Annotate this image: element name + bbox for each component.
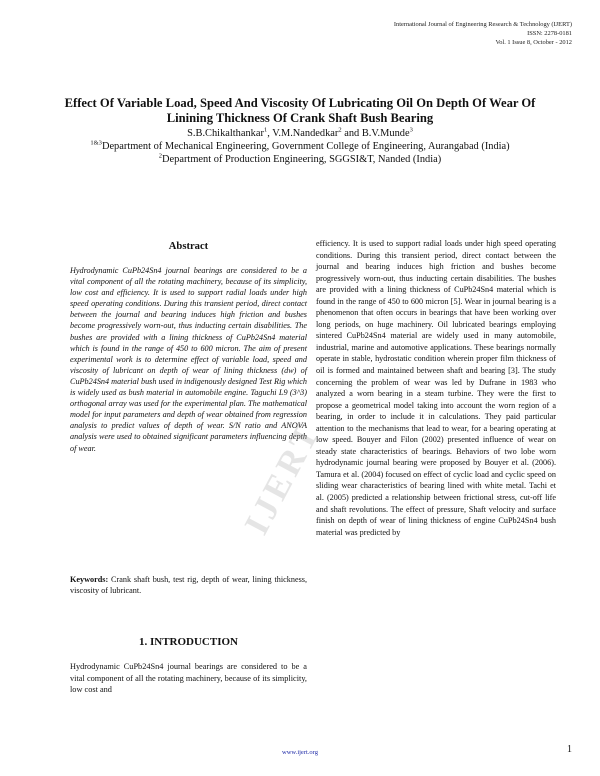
journal-header [394, 20, 572, 47]
keywords-label: Keywords: [70, 575, 109, 584]
author-2: V.M.Nandedkar [272, 128, 339, 139]
author-2-sup: 2 [338, 126, 342, 134]
affiliation-1 [30, 140, 570, 153]
affiliation-2-text: Department of Production Engineering, SGGSI&T, Nanded (India) [162, 154, 442, 165]
right-column-body: efficiency. It is used to support radial loads under high speed operating conditions. During this transient period, direct contact between the journal and bearing induces high friction and bushes become progressively worn-out, thus inducting certain disabilities. The bushes are provided with a lining thickness of CuPb24Sn4 material which is found in the range of 450 to 600 micron [5]. Wear in journal bearing is a phenomenon that often occurs in bearings that have been working over long periods, on huge machinery. Oil lubricated bearings employing sintered CuPb24Sn4 material are widely used in many automobile, industrial, marine and automotive applications. These bearings normally operate in stable, hydrostatic condition wherein proper film thickness of oil is formed and maintained between shaft and bearing [3]. The study concerning the problem of wear was led by Dufrane in 1983 who analyzed a worn bearing in a steam turbine. They were the first to propose a geometrical model taking into account the worn region of a bearing, in order to include it in calculations. They paid particular attention to the mechanisms that lead to wear, for a bearing operating at low speed. Bouyer and Filon (2002) presented influence of wear on steady state characteristics of bearings. Behaviors of two lobe worn hydrodynamic journal bearing were proposed by Bouyer et al. (2006). Tamura et al. (2004) focused on effect of cyclic load and cyclic speed on sliding wear characteristics of bearing lined with white metal. Tachi et al. (2005) predicted a relationship between frictional stress, cut-off life and shaft revolutions. The effect of pressure, Shaft velocity and surface finish on depth of wear of lining thickness of engine CuPb24Sn4 bush material was predicted by [316, 239, 556, 537]
journal-issn: ISSN: 2278-0181 [527, 30, 572, 37]
abstract-body: Hydrodynamic CuPb24Sn4 journal bearings are considered to be a vital component of all the rotating machinery, because of its simplicity, low cost and efficiency. It is used to support radial loads under high speed operating conditions. During this transient period, direct contact between the journal and bearing induces high friction and bushes become progressively worn-out, thus inducting certain disabilities. The bushes are provided with a lining thickness of CuPb24Sn4 material which is found in the range of 450 to 600 micron. The aim of present experimental work is to determine effect of variable load, speed and viscosity of lubricant on depth of wear of lining thickness (dw) of CuPb24Sn4 material bush used in indigenously designed Test Rig which is widely used as bush material in automobile engine. Taguchi L9 (3^3) orthogonal array was used for the experimental plan. The mathematical model for input parameters and depth of wear obtained from regression analysis to predict values of depth of wear. S/N ratio and ANOVA analysis were used to obtained significant parameters influencing depth of wear. [70, 266, 307, 453]
paper-title: Effect Of Variable Load, Speed And Viscosity Of Lubricating Oil On Depth Of Wear Of Linining Thickness Of Crank Shaft Bush Bearing [64, 96, 536, 125]
affiliation-2 [30, 153, 570, 166]
introduction-heading: 1. INTRODUCTION [138, 636, 238, 648]
introduction-body: Hydrodynamic CuPb24Sn4 journal bearings are considered to be a vital component of all the rotating machinery, because of its simplicity, low cost and [70, 662, 307, 695]
watermark: IJERT [236, 414, 329, 541]
author-line: S.B.Chikalthankar$^1$, V.M.Nandedkar$^2$ and B.V.Munde$^3$ [187, 126, 413, 139]
author-1-sup: 1 [263, 126, 268, 134]
journal-name: International Journal of Engineering Research & Technology (IJERT) [393, 21, 572, 28]
author-3-sup: 3 [409, 126, 413, 134]
affiliation-1-sup: 1&3 [90, 139, 102, 147]
affiliation-2-sup: 2 [158, 152, 163, 160]
author-1: S.B.Chikalthankar [187, 128, 264, 139]
page-number: 1 [567, 744, 572, 755]
keywords [70, 574, 307, 596]
author-3: B.V.Munde [361, 128, 410, 139]
authors-block [30, 127, 570, 166]
abstract-heading: Abstract [168, 241, 209, 252]
footer-url[interactable]: www.ijert.org [282, 749, 318, 756]
affiliation-1-text: Department of Mechanical Engineering, Government College of Engineering, Aurangabad (India) [101, 141, 510, 152]
journal-volume: Vol. 1 Issue 8, October - 2012 [495, 39, 572, 46]
keywords-text: Crank shaft bush, test rig, depth of wear, lining thickness, viscosity of lubricant. [70, 575, 307, 596]
